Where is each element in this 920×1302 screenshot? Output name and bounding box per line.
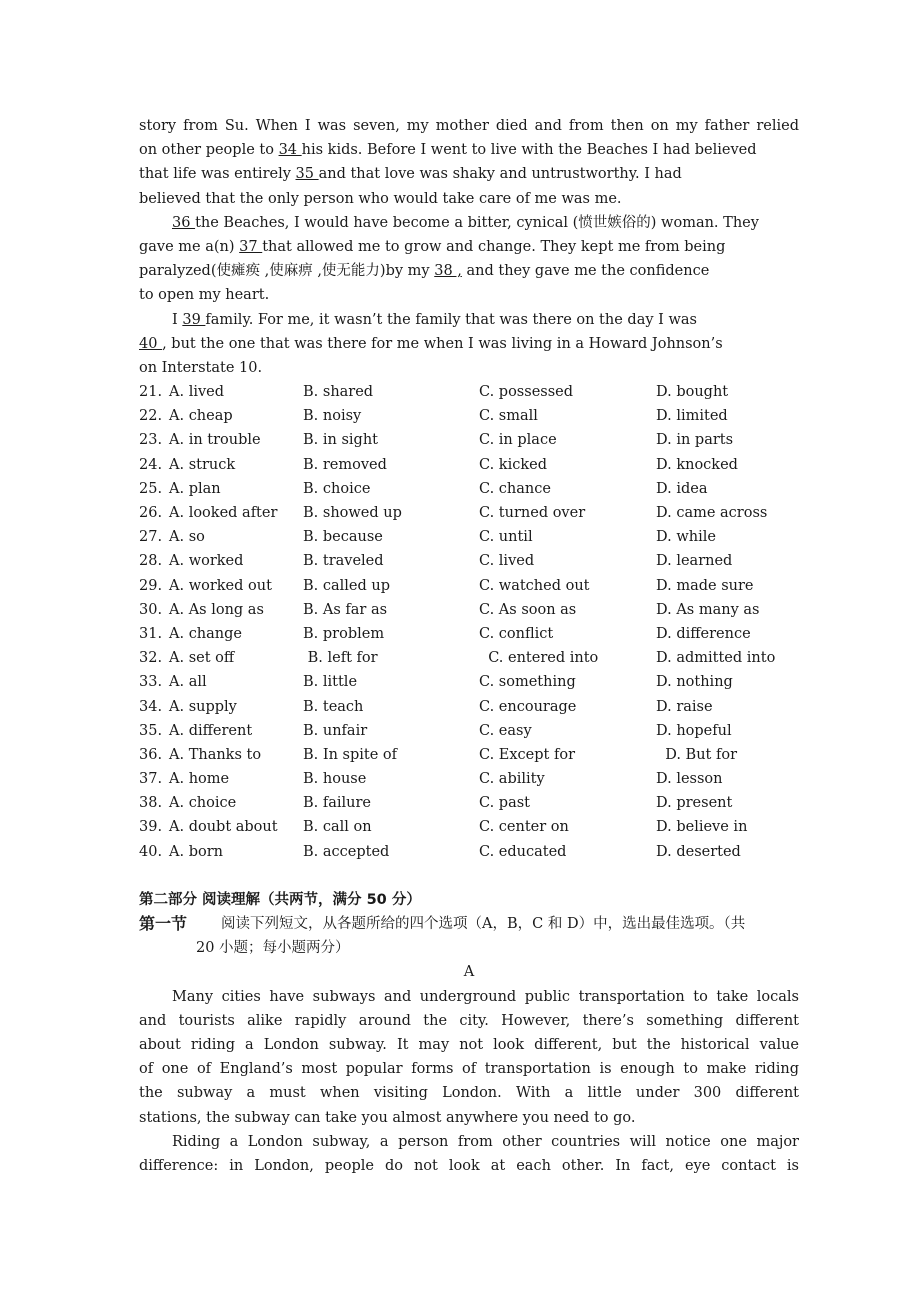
blank-39: 39: [182, 311, 206, 328]
option-b: B. failure: [303, 795, 372, 812]
option-a: A. so: [169, 529, 205, 546]
cloze-line: [139, 114, 799, 138]
question-number: 40.: [139, 843, 163, 860]
option-a: A. home: [169, 771, 230, 788]
option-d: D. bought: [656, 384, 729, 401]
passage-line: difference: in London, people do not look at each other. In fact, eye contact is: [139, 1157, 799, 1174]
option-row: [139, 453, 799, 477]
option-a: A. plan: [169, 480, 221, 497]
option-a: A. choice: [169, 795, 237, 812]
section-label: 第一节: [139, 914, 188, 933]
question-number: 21.: [139, 384, 163, 401]
option-a: A. different: [169, 722, 253, 739]
option-b: B. removed: [303, 456, 387, 473]
option-d: D. As many as: [656, 601, 760, 618]
option-b: B. in sight: [303, 432, 378, 449]
text: family. For me, it wasn’t the family that was there on the day I was: [205, 311, 697, 328]
option-b: B. shared: [303, 384, 374, 401]
cloze-line: [139, 187, 799, 211]
option-b: B. In spite of: [303, 746, 398, 763]
option-row: [139, 743, 799, 767]
question-number: 28.: [139, 553, 163, 570]
question-number: 22.: [139, 408, 163, 425]
option-a: A. born: [169, 843, 223, 860]
option-row: [139, 670, 799, 694]
option-d: D. deserted: [656, 843, 741, 860]
question-number: 38.: [139, 795, 163, 812]
option-c: C. center on: [479, 819, 569, 836]
option-b: B. house: [303, 771, 367, 788]
option-c: C. Except for: [479, 746, 576, 763]
text: I: [172, 311, 183, 328]
part-heading: 第二部分 阅读理解（共两节，满分 50 分）: [139, 891, 421, 908]
text: , but the one that was there for me when I was living in a Howard Johnson’s: [162, 335, 723, 352]
text: the Beaches, I would have become a bitter, cynical (愤世嫉俗的) woman. They: [195, 214, 759, 231]
text: gave me a(n): [139, 238, 240, 255]
option-row: [139, 477, 799, 501]
option-c: C. educated: [479, 843, 567, 860]
option-d: D. raise: [656, 698, 713, 715]
option-b: B. noisy: [303, 408, 362, 425]
text: paralyzed(使瘫痪 ,使麻痹 ,使无能力)by my: [139, 263, 435, 280]
question-number: 23.: [139, 432, 163, 449]
option-d: D. learned: [656, 553, 733, 570]
option-d: D. limited: [656, 408, 728, 425]
option-c: C. in place: [479, 432, 557, 449]
option-a: A. doubt about: [169, 819, 278, 836]
option-a: A. worked out: [169, 577, 272, 594]
option-d: D. came across: [656, 505, 768, 521]
option-row: [139, 622, 799, 646]
option-c: C. kicked: [479, 456, 547, 473]
passage-line: Riding a London subway, a person from other countries will notice one major: [172, 1133, 799, 1150]
passage-line: of one of England’s most popular forms of transportation is enough to make riding: [139, 1061, 799, 1078]
option-b: B. little: [303, 674, 358, 691]
question-number: 36.: [139, 746, 163, 763]
option-d: D. while: [656, 529, 716, 546]
option-a: A. all: [169, 674, 207, 691]
option-row: [139, 380, 799, 404]
option-c: C. encourage: [479, 698, 577, 715]
option-c: C. turned over: [479, 505, 586, 521]
question-number: 33.: [139, 674, 163, 691]
text: his kids. Before I went to live with the Beaches I had believed: [301, 142, 757, 159]
option-c: C. ability: [479, 771, 545, 788]
question-number: 26.: [139, 505, 163, 521]
question-number: 31.: [139, 625, 163, 642]
question-number: 39.: [139, 819, 163, 836]
blank-36: 36: [172, 214, 196, 231]
option-d: D. believe in: [656, 819, 748, 836]
option-a: A. cheap: [169, 408, 233, 425]
option-b: B. because: [303, 529, 383, 546]
option-b: B. call on: [303, 819, 372, 836]
cloze-line: [139, 259, 799, 283]
cloze-line: [139, 138, 799, 162]
blank-37: 37: [239, 238, 263, 255]
option-c: C. past: [479, 795, 530, 812]
blank-34: 34: [278, 142, 302, 159]
cloze-line: [139, 235, 799, 259]
passage-line: about riding a London subway. It may not look different, but the historical value: [139, 1036, 799, 1053]
option-b: B. accepted: [303, 843, 390, 860]
option-d: D. idea: [656, 480, 708, 497]
option-c: C. something: [479, 674, 576, 691]
option-d: D. admitted into: [656, 650, 776, 667]
option-b: B. As far as: [303, 601, 388, 618]
option-c: C. until: [479, 529, 533, 546]
option-row: [139, 695, 799, 719]
option-row: [139, 549, 799, 573]
option-c: C. As soon as: [479, 601, 577, 618]
option-c: C. conflict: [479, 625, 554, 642]
option-b: B. choice: [303, 480, 371, 497]
text: and that love was shaky and untrustworthy. I had: [318, 166, 682, 183]
passage-letter: A: [463, 964, 475, 981]
option-row: [139, 598, 799, 622]
option-a: A. set off: [169, 650, 235, 667]
passage-line: Many cities have subways and underground public transportation to take locals: [172, 988, 799, 1005]
option-row: [139, 719, 799, 743]
question-number: 24.: [139, 456, 163, 473]
option-c: C. lived: [479, 553, 535, 570]
cloze-line: [139, 332, 799, 356]
question-number: 35.: [139, 722, 163, 739]
option-a: A. lived: [169, 384, 225, 401]
option-d: D. difference: [656, 625, 751, 642]
option-d: D. hopeful: [656, 722, 732, 739]
instruction-text: 阅读下列短文，从各题所给的四个选项（A，B，C 和 D）中，选出最佳选项。（共: [221, 916, 746, 932]
question-number: 37.: [139, 771, 163, 788]
text: believed that the only person who would take care of me was me.: [139, 190, 622, 207]
text: on Interstate 10.: [139, 359, 263, 376]
option-d: D. made sure: [656, 577, 754, 594]
option-b: B. called up: [303, 577, 391, 594]
option-d: D. nothing: [656, 674, 733, 691]
option-c: C. entered into: [479, 650, 599, 667]
question-number: 32.: [139, 650, 163, 667]
option-b: B. traveled: [303, 553, 384, 570]
text: and they gave me the confidence: [461, 263, 710, 280]
blank-38: 38 ,: [434, 263, 462, 280]
option-c: C. small: [479, 408, 538, 425]
option-b: B. problem: [303, 625, 385, 642]
option-row: [139, 404, 799, 428]
option-c: C. easy: [479, 722, 532, 739]
option-a: A. in trouble: [169, 432, 261, 449]
question-number: 25.: [139, 480, 163, 497]
option-c: C. possessed: [479, 384, 574, 401]
question-number: 29.: [139, 577, 163, 594]
option-b: B. showed up: [303, 505, 402, 521]
option-d: D. in parts: [656, 432, 734, 449]
text: that allowed me to grow and change. They kept me from being: [262, 238, 726, 255]
question-number: 27.: [139, 529, 163, 546]
passage-line: and tourists alike rapidly around the city. However, there’s something different: [139, 1012, 799, 1029]
text: to open my heart.: [139, 287, 270, 304]
blank-40: 40: [139, 335, 163, 352]
option-a: A. change: [169, 625, 242, 642]
option-b: B. left for: [303, 650, 378, 667]
option-c: C. chance: [479, 480, 551, 497]
option-b: B. unfair: [303, 722, 368, 739]
cloze-line: [139, 356, 799, 380]
cloze-line: [139, 162, 799, 186]
instruction-text: 20 小题；每小题两分）: [196, 940, 350, 957]
option-d: D. present: [656, 795, 733, 812]
cloze-line: [139, 283, 799, 307]
option-row: [139, 646, 799, 670]
text: story from Su. When I was seven, my mother died and from then on my father relied: [139, 118, 799, 134]
option-d: D. knocked: [656, 456, 738, 473]
option-row: [139, 767, 799, 791]
cloze-line: [139, 211, 799, 235]
option-a: A. As long as: [169, 601, 264, 618]
document-page: [139, 114, 799, 1178]
question-number: 34.: [139, 698, 163, 715]
option-b: B. teach: [303, 698, 364, 715]
option-a: A. looked after: [169, 505, 278, 521]
text: that life was entirely: [139, 166, 296, 183]
option-row: [139, 574, 799, 598]
option-d: D. lesson: [656, 771, 723, 788]
passage-line: stations, the subway can take you almost anywhere you need to go.: [139, 1109, 636, 1126]
option-a: A. struck: [169, 456, 236, 473]
option-row: [139, 501, 799, 525]
blank-35: 35: [295, 166, 319, 183]
question-number: 30.: [139, 601, 163, 618]
option-row: [139, 815, 799, 839]
option-d: D. But for: [656, 746, 738, 763]
passage-line: the subway a must when visiting London. With a little under 300 different: [139, 1085, 799, 1102]
options-list: [139, 380, 799, 864]
option-c: C. watched out: [479, 577, 590, 594]
option-a: A. worked: [169, 553, 244, 570]
cloze-line: [139, 308, 799, 332]
option-row: [139, 525, 799, 549]
text: on other people to: [139, 142, 279, 159]
option-row: [139, 840, 799, 864]
option-a: A. supply: [169, 698, 237, 715]
option-a: A. Thanks to: [169, 746, 262, 763]
spacer: [139, 864, 799, 888]
option-row: [139, 791, 799, 815]
option-row: [139, 428, 799, 452]
section-instruction: [139, 912, 799, 936]
